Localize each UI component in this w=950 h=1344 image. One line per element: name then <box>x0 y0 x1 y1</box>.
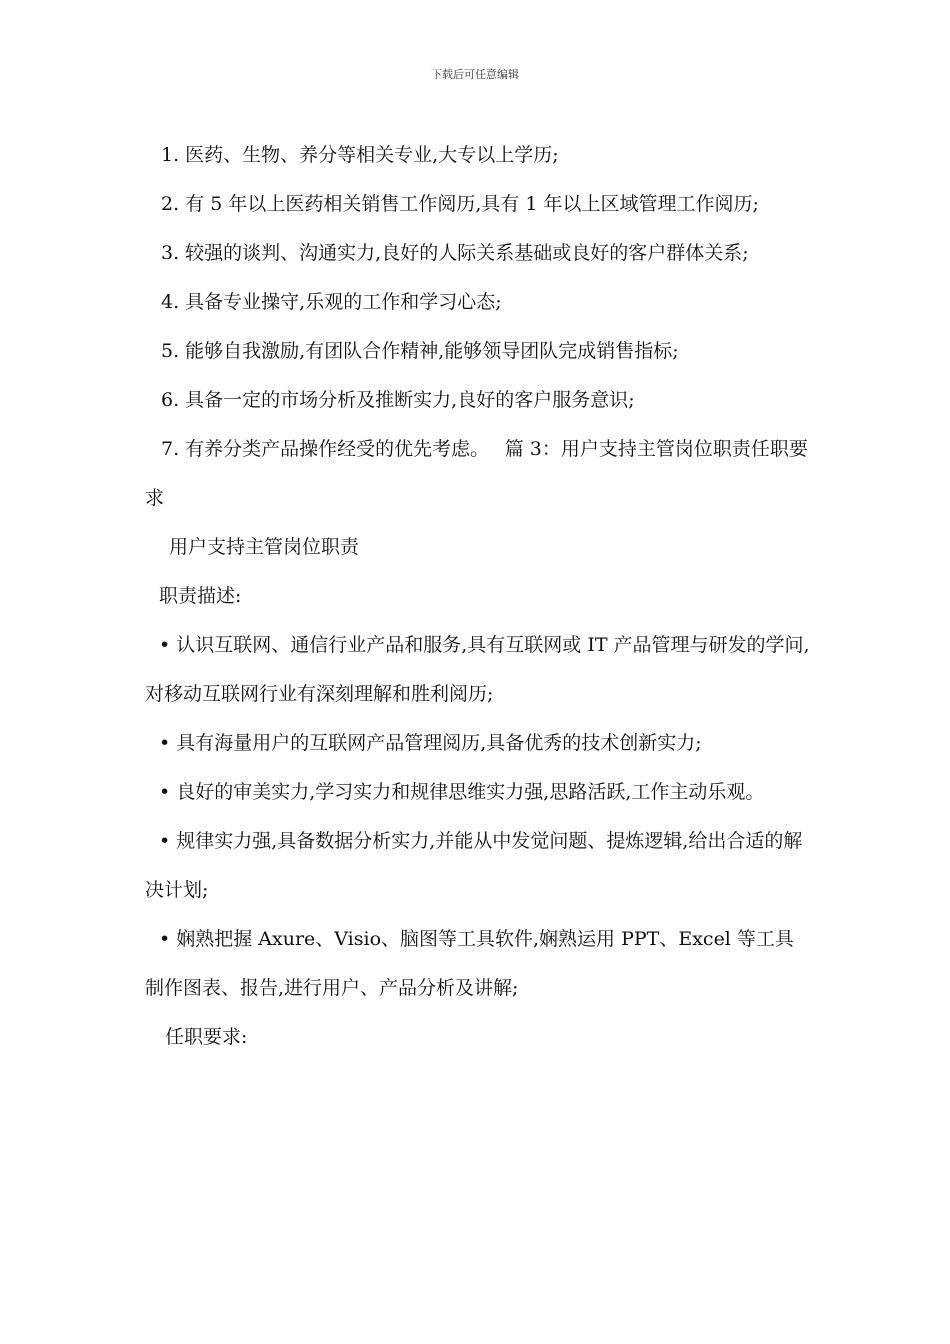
section-heading: 用户支持主管岗位职责 <box>169 536 360 558</box>
requirements-label: 任职要求: <box>165 1026 248 1048</box>
duties-label: 职责描述: <box>159 585 242 607</box>
requirement-item-3: 3. 较强的谈判、沟通实力,良好的人际关系基础或良好的客户群体关系; <box>161 242 749 264</box>
requirement-item-2: 2. 有 5 年以上医药相关销售工作阅历,具有 1 年以上区域管理工作阅历; <box>161 193 759 215</box>
page-header: 下载后可任意编辑 <box>431 68 519 81</box>
duty-bullet-4: • 规律实力强,具备数据分析实力,并能从中发觉问题、提炼逻辑,给出合适的解决计划; <box>145 830 803 901</box>
duty-bullet-5: • 娴熟把握 Axure、Visio、脑图等工具软件,娴熟运用 PPT、Excel 等工具制作图表、报告,进行用户、产品分析及讲解; <box>145 928 794 999</box>
requirement-item-5: 5. 能够自我激励,有团队合作精神,能够领导团队完成销售指标; <box>161 340 679 362</box>
requirement-item-1: 1. 医药、生物、养分等相关专业,大专以上学历; <box>161 144 559 166</box>
duty-bullet-2: • 具有海量用户的互联网产品管理阅历,具备优秀的技术创新实力; <box>159 732 702 754</box>
duty-bullet-1: • 认识互联网、通信行业产品和服务,具有互联网或 IT 产品管理与研发的学问,对移动互联网行业有深刻理解和胜利阅历; <box>145 634 810 705</box>
requirement-item-4: 4. 具备专业操守,乐观的工作和学习心态; <box>161 291 502 313</box>
requirement-item-6: 6. 具备一定的市场分析及推断实力,良好的客户服务意识; <box>161 389 635 411</box>
document-body <box>145 131 810 1062</box>
duty-bullet-3: • 良好的审美实力,学习实力和规律思维实力强,思路活跃,工作主动乐观。 <box>159 781 765 803</box>
requirement-item-7-and-section-title: 7. 有养分类产品操作经受的优先考虑。 篇 3：用户支持主管岗位职责任职要求 <box>145 438 808 509</box>
